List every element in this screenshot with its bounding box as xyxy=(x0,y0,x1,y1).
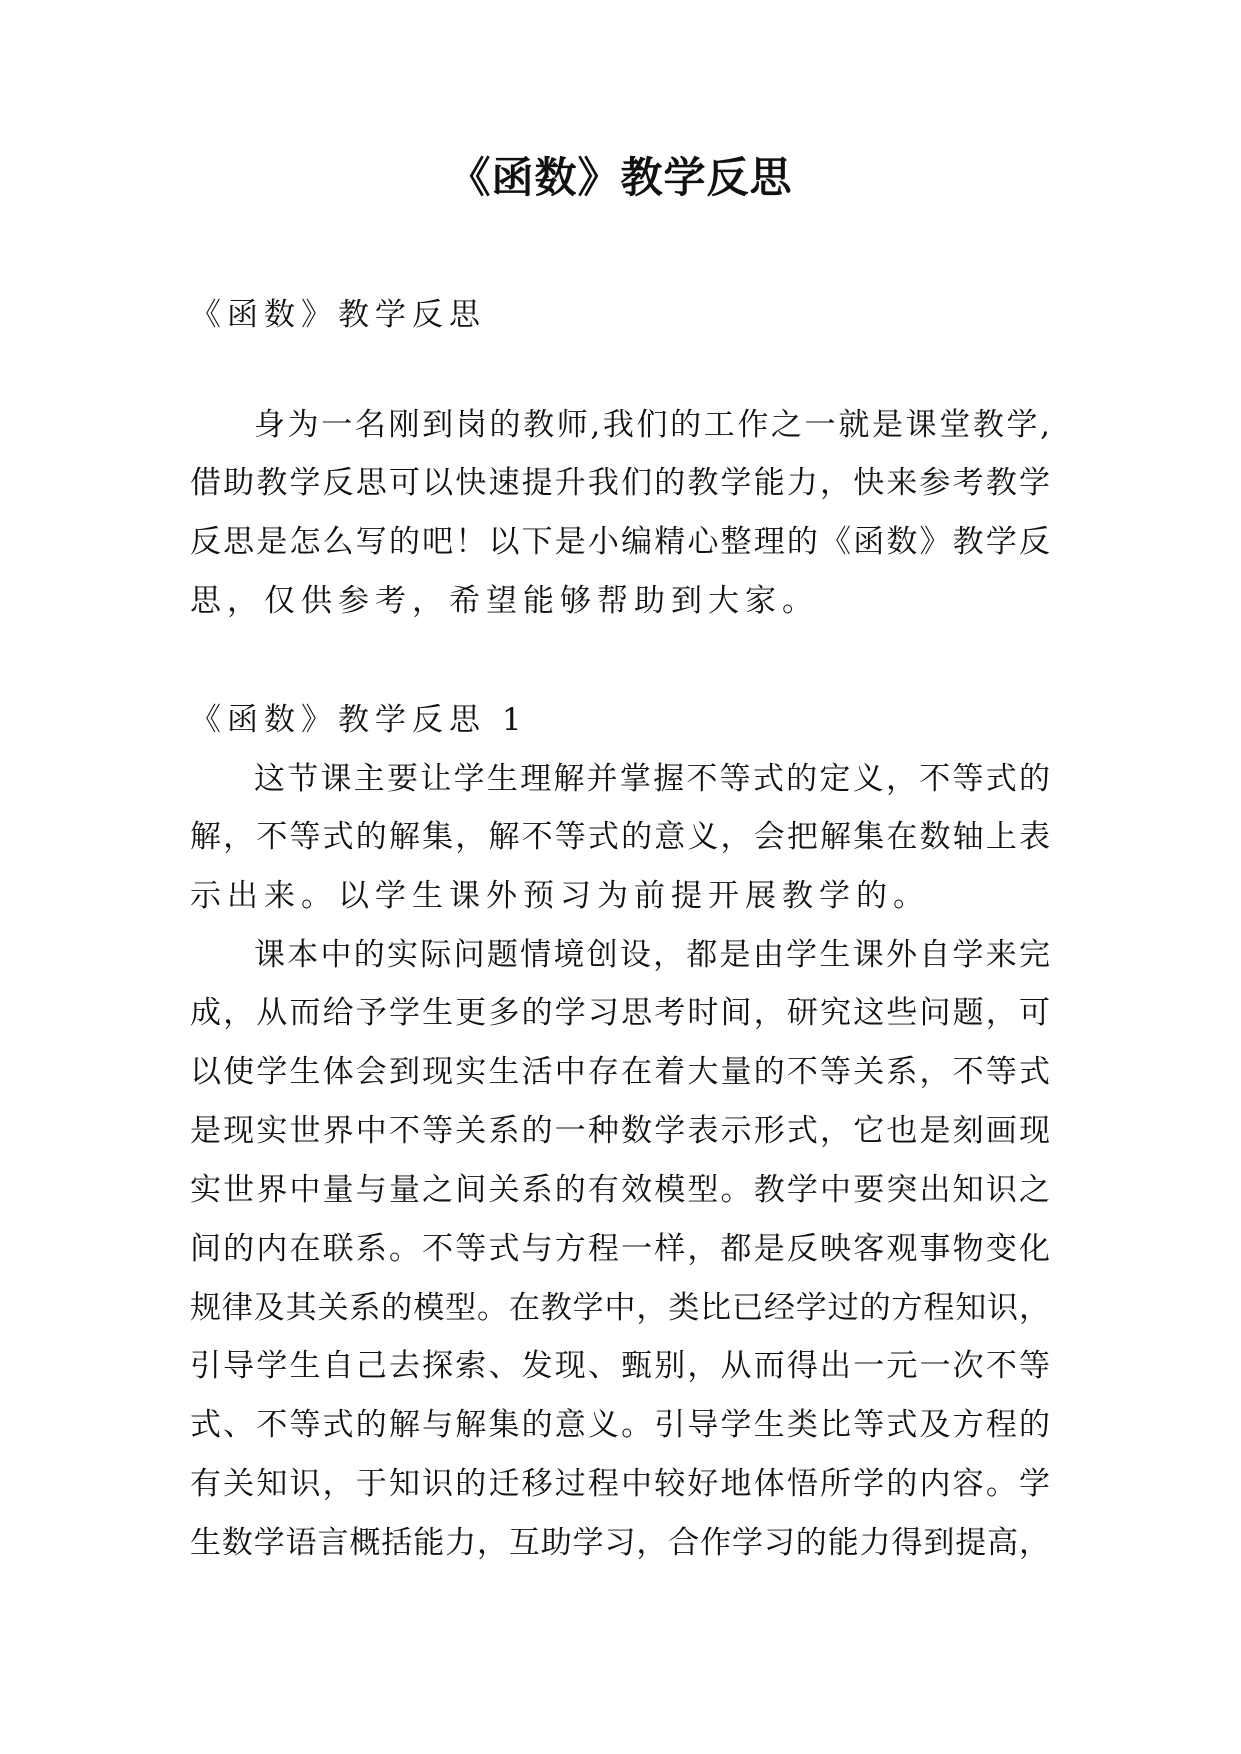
body-line-12: 式、不等式的解与解集的意义。引导学生类比等式及方程的 xyxy=(190,1407,1050,1443)
subtitle-line: 《函数》教学反思 xyxy=(190,297,486,333)
body-line-13: 有关知识，于知识的迁移过程中较好地体悟所学的内容。学 xyxy=(190,1466,1050,1502)
body-line-2: 解，不等式的解集，解不等式的意义，会把解集在数轴上表 xyxy=(190,819,1050,855)
intro-line-1: 身为一名刚到岗的教师,我们的工作之一就是课堂教学, xyxy=(254,407,1050,443)
body-line-1: 这节课主要让学生理解并掌握不等式的定义，不等式的 xyxy=(254,761,1050,797)
body-line-14: 生数学语言概括能力，互助学习，合作学习的能力得到提高， xyxy=(190,1525,1050,1561)
body-line-11: 引导学生自己去探索、发现、甄别，从而得出一元一次不等 xyxy=(190,1348,1050,1384)
body-line-3: 示出来。以学生课外预习为前提开展教学的。 xyxy=(190,878,930,914)
intro-line-3: 反思是怎么写的吧！以下是小编精心整理的《函数》教学反 xyxy=(190,524,1050,560)
section-heading-1: 《函数》教学反思 1 xyxy=(190,702,528,738)
body-line-7: 是现实世界中不等关系的一种数学表示形式，它也是刻画现 xyxy=(190,1113,1050,1149)
intro-line-4: 思，仅供参考，希望能够帮助到大家。 xyxy=(190,583,819,619)
body-line-6: 以使学生体会到现实生活中存在着大量的不等关系，不等式 xyxy=(190,1054,1050,1090)
intro-line-2: 借助教学反思可以快速提升我们的教学能力，快来参考教学 xyxy=(190,465,1050,501)
body-line-9: 间的内在联系。不等式与方程一样，都是反映客观事物变化 xyxy=(190,1231,1050,1267)
body-line-4: 课本中的实际问题情境创设，都是由学生课外自学来完 xyxy=(254,937,1050,973)
body-line-5: 成，从而给予学生更多的学习思考时间，研究这些问题，可 xyxy=(190,995,1050,1031)
page-title: 《函数》教学反思 xyxy=(448,153,793,202)
body-line-8: 实世界中量与量之间关系的有效模型。教学中要突出知识之 xyxy=(190,1172,1050,1208)
body-line-10: 规律及其关系的模型。在教学中，类比已经学过的方程知识， xyxy=(190,1290,1050,1326)
